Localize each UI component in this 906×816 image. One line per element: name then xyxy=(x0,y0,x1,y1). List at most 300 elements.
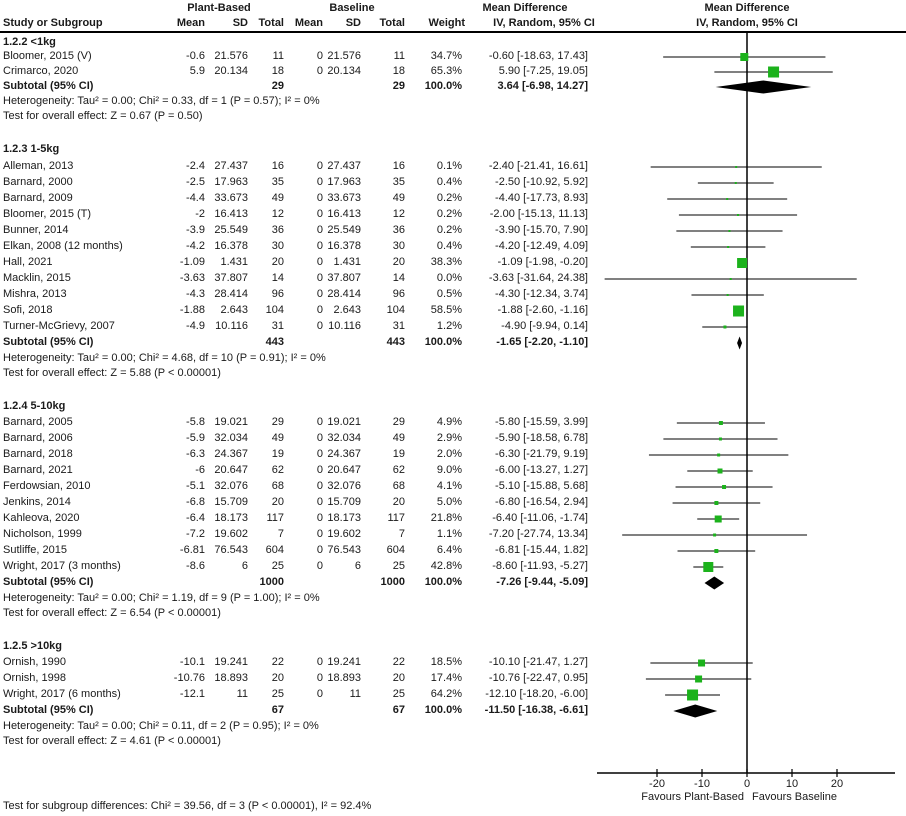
sd-2-cell: 25.549 xyxy=(327,224,361,236)
subgroup-label: 1.2.3 1-5kg xyxy=(3,143,60,155)
header-baseline: Baseline xyxy=(329,2,375,14)
ci-text-cell: -7.20 [-27.74, 13.34] xyxy=(488,528,588,540)
overall-effect-text: Test for overall effect: Z = 0.67 (P = 0.50) xyxy=(3,110,203,122)
sd-1-cell: 19.602 xyxy=(214,528,248,540)
sd-1-cell: 19.241 xyxy=(214,656,248,668)
sd-2-cell: 2.643 xyxy=(333,304,361,316)
total-2-cell: 49 xyxy=(392,192,405,204)
mean-2-cell: 0 xyxy=(316,448,323,460)
sd-2-cell: 20.134 xyxy=(327,65,361,77)
sd-2-cell: 28.414 xyxy=(327,288,361,300)
effect-square xyxy=(687,690,698,701)
ci-text-cell: -12.10 [-18.20, -6.00] xyxy=(485,688,588,700)
ci-text-cell: -6.30 [-21.79, 9.19] xyxy=(495,448,588,460)
sd-2-cell: 19.602 xyxy=(327,528,361,540)
header-total-1: Total xyxy=(258,17,284,29)
header-rule xyxy=(0,31,906,33)
sd-1-cell: 27.437 xyxy=(214,160,248,172)
total-2-cell: 20 xyxy=(392,672,405,684)
mean-1-cell: -5.8 xyxy=(186,416,205,428)
sd-1-cell: 15.709 xyxy=(214,496,248,508)
ci-text-cell: -8.60 [-11.93, -5.27] xyxy=(492,560,588,572)
effect-square xyxy=(714,549,718,553)
subtotal-weight: 100.0% xyxy=(424,336,462,348)
mean-2-cell: 0 xyxy=(316,464,323,476)
weight-cell: 0.4% xyxy=(436,240,462,252)
ci-text-cell: -3.90 [-15.70, 7.90] xyxy=(495,224,588,236)
axis-tick-label: -20 xyxy=(649,778,665,790)
total-1-cell: 25 xyxy=(271,688,284,700)
heterogeneity-text: Heterogeneity: Tau² = 0.00; Chi² = 0.11, df = 2 (P = 0.95); I² = 0% xyxy=(3,720,319,732)
total-2-cell: 96 xyxy=(392,288,405,300)
mean-2-cell: 0 xyxy=(316,272,323,284)
study-name: Nicholson, 1999 xyxy=(3,528,82,540)
subtotal-total-2: 67 xyxy=(392,704,405,716)
study-name: Elkan, 2008 (12 months) xyxy=(3,240,123,252)
ci-text-cell: -2.40 [-21.41, 16.61] xyxy=(488,160,588,172)
total-1-cell: 68 xyxy=(271,480,284,492)
effect-square xyxy=(717,454,720,457)
weight-cell: 0.5% xyxy=(436,288,462,300)
weight-cell: 0.1% xyxy=(436,160,462,172)
total-1-cell: 104 xyxy=(265,304,284,316)
mean-1-cell: -0.6 xyxy=(186,50,205,62)
mean-1-cell: -6 xyxy=(195,464,205,476)
mean-1-cell: -6.81 xyxy=(179,544,205,556)
axis-favours-right-label: Favours Baseline xyxy=(752,791,837,803)
subtotal-diamond xyxy=(737,337,742,350)
mean-1-cell: -7.2 xyxy=(186,528,205,540)
sd-2-cell: 15.709 xyxy=(327,496,361,508)
effect-square xyxy=(713,534,716,537)
subtotal-diamond xyxy=(716,81,812,94)
mean-2-cell: 0 xyxy=(316,288,323,300)
effect-square xyxy=(737,214,739,216)
axis-tick-label: 0 xyxy=(743,778,751,790)
sd-1-cell: 32.076 xyxy=(214,480,248,492)
weight-cell: 6.4% xyxy=(436,544,462,556)
mean-2-cell: 0 xyxy=(316,320,323,332)
effect-square xyxy=(727,294,729,296)
weight-cell: 0.4% xyxy=(436,176,462,188)
total-2-cell: 19 xyxy=(392,448,405,460)
header-plot-mean-difference: Mean Difference xyxy=(704,2,790,14)
total-2-cell: 29 xyxy=(392,416,405,428)
mean-2-cell: 0 xyxy=(316,560,323,572)
weight-cell: 2.9% xyxy=(436,432,462,444)
weight-cell: 18.5% xyxy=(430,656,462,668)
effect-square xyxy=(719,438,722,441)
total-2-cell: 604 xyxy=(386,544,405,556)
mean-2-cell: 0 xyxy=(316,544,323,556)
total-2-cell: 16 xyxy=(392,160,405,172)
sd-2-cell: 21.576 xyxy=(327,50,361,62)
sd-2-cell: 33.673 xyxy=(327,192,361,204)
study-name: Kahleova, 2020 xyxy=(3,512,80,524)
total-2-cell: 18 xyxy=(392,65,405,77)
heterogeneity-text: Heterogeneity: Tau² = 0.00; Chi² = 4.68, df = 10 (P = 0.91); I² = 0% xyxy=(3,352,326,364)
header-iv-random-ci: IV, Random, 95% CI xyxy=(493,17,595,29)
sd-1-cell: 28.414 xyxy=(214,288,248,300)
total-2-cell: 30 xyxy=(392,240,405,252)
mean-1-cell: -4.3 xyxy=(186,288,205,300)
subtotal-total-2: 1000 xyxy=(380,576,405,588)
study-name: Alleman, 2013 xyxy=(3,160,74,172)
mean-1-cell: -4.4 xyxy=(186,192,205,204)
subtotal-total-1: 1000 xyxy=(259,576,284,588)
study-name: Wright, 2017 (6 months) xyxy=(3,688,121,700)
overall-effect-text: Test for overall effect: Z = 6.54 (P < 0.00001) xyxy=(3,607,221,619)
subgroup-label: 1.2.4 5-10kg xyxy=(3,400,66,412)
mean-1-cell: -8.6 xyxy=(186,560,205,572)
ci-text-cell: -2.00 [-15.13, 11.13] xyxy=(489,208,588,220)
sd-1-cell: 10.116 xyxy=(215,320,248,332)
header-mean-1: Mean xyxy=(176,17,205,29)
axis-tick-label: 10 xyxy=(785,778,799,790)
mean-1-cell: -6.4 xyxy=(186,512,205,524)
total-2-cell: 20 xyxy=(392,256,405,268)
sd-2-cell: 32.076 xyxy=(327,480,361,492)
sd-1-cell: 37.807 xyxy=(214,272,248,284)
weight-cell: 9.0% xyxy=(436,464,462,476)
mean-1-cell: -1.09 xyxy=(179,256,205,268)
total-1-cell: 604 xyxy=(265,544,284,556)
sd-1-cell: 19.021 xyxy=(214,416,248,428)
effect-square xyxy=(730,278,732,280)
weight-cell: 0.2% xyxy=(436,192,462,204)
ci-text-cell: -1.09 [-1.98, -0.20] xyxy=(497,256,588,268)
mean-1-cell: -2.5 xyxy=(186,176,205,188)
sd-1-cell: 32.034 xyxy=(214,432,248,444)
subtotal-total-2: 29 xyxy=(392,80,405,92)
effect-square xyxy=(695,676,702,683)
total-1-cell: 22 xyxy=(271,656,284,668)
header-plot-iv-random-ci: IV, Random, 95% CI xyxy=(696,17,798,29)
subtotal-total-1: 67 xyxy=(271,704,284,716)
weight-cell: 0.2% xyxy=(436,224,462,236)
total-2-cell: 20 xyxy=(392,496,405,508)
sd-2-cell: 76.543 xyxy=(327,544,361,556)
study-name: Macklin, 2015 xyxy=(3,272,71,284)
overall-effect-text: Test for overall effect: Z = 4.61 (P < 0.00001) xyxy=(3,735,221,747)
sd-1-cell: 20.647 xyxy=(214,464,248,476)
sd-1-cell: 6 xyxy=(241,560,248,572)
effect-square xyxy=(722,485,726,489)
effect-square xyxy=(768,67,779,78)
subtotal-total-1: 443 xyxy=(265,336,284,348)
study-name: Barnard, 2006 xyxy=(3,432,73,444)
total-1-cell: 29 xyxy=(271,416,284,428)
mean-1-cell: -6.8 xyxy=(186,496,205,508)
subtotal-diamond xyxy=(705,577,725,590)
mean-2-cell: 0 xyxy=(316,688,323,700)
mean-2-cell: 0 xyxy=(316,496,323,508)
mean-1-cell: 5.9 xyxy=(189,65,205,77)
effect-square xyxy=(735,166,737,168)
effect-square xyxy=(715,516,722,523)
weight-cell: 42.8% xyxy=(430,560,462,572)
subtotal-total-1: 29 xyxy=(271,80,284,92)
sd-1-cell: 1.431 xyxy=(220,256,248,268)
subtotal-ci-text: -7.26 [-9.44, -5.09] xyxy=(496,576,588,588)
weight-cell: 34.7% xyxy=(430,50,462,62)
ci-text-cell: -4.90 [-9.94, 0.14] xyxy=(501,320,588,332)
sd-2-cell: 16.413 xyxy=(327,208,361,220)
subgroup-label: 1.2.5 >10kg xyxy=(3,640,63,652)
mean-2-cell: 0 xyxy=(316,65,323,77)
total-1-cell: 12 xyxy=(271,208,284,220)
subgroup-label: 1.2.2 <1kg xyxy=(3,36,56,48)
effect-square xyxy=(698,660,705,667)
mean-1-cell: -5.9 xyxy=(186,432,205,444)
weight-cell: 0.0% xyxy=(436,272,462,284)
ci-text-cell: -5.80 [-15.59, 3.99] xyxy=(495,416,588,428)
mean-2-cell: 0 xyxy=(316,224,323,236)
sd-1-cell: 2.643 xyxy=(220,304,248,316)
mean-1-cell: -6.3 xyxy=(186,448,205,460)
total-1-cell: 7 xyxy=(277,528,284,540)
sd-2-cell: 37.807 xyxy=(327,272,361,284)
mean-2-cell: 0 xyxy=(316,176,323,188)
study-name: Sofi, 2018 xyxy=(3,304,53,316)
weight-cell: 21.8% xyxy=(430,512,462,524)
total-2-cell: 49 xyxy=(392,432,405,444)
total-2-cell: 62 xyxy=(392,464,405,476)
sd-2-cell: 18.893 xyxy=(327,672,361,684)
total-1-cell: 20 xyxy=(271,496,284,508)
total-2-cell: 104 xyxy=(386,304,405,316)
sd-2-cell: 27.437 xyxy=(327,160,361,172)
total-1-cell: 35 xyxy=(271,176,284,188)
effect-square xyxy=(735,182,737,184)
mean-2-cell: 0 xyxy=(316,160,323,172)
mean-1-cell: -12.1 xyxy=(179,688,205,700)
axis-tick-label: 20 xyxy=(830,778,844,790)
sd-1-cell: 18.893 xyxy=(214,672,248,684)
sd-2-cell: 1.431 xyxy=(333,256,361,268)
total-2-cell: 68 xyxy=(392,480,405,492)
subtotal-weight: 100.0% xyxy=(424,576,462,588)
total-2-cell: 35 xyxy=(392,176,405,188)
total-2-cell: 14 xyxy=(392,272,405,284)
subtotal-diamond xyxy=(673,705,717,718)
total-2-cell: 22 xyxy=(392,656,405,668)
subtotal-label: Subtotal (95% CI) xyxy=(3,576,94,588)
sd-2-cell: 32.034 xyxy=(327,432,361,444)
total-2-cell: 25 xyxy=(392,688,405,700)
mean-1-cell: -3.63 xyxy=(179,272,205,284)
header-sd-2: SD xyxy=(345,17,361,29)
mean-2-cell: 0 xyxy=(316,512,323,524)
sd-1-cell: 11 xyxy=(236,688,248,700)
sd-2-cell: 18.173 xyxy=(327,512,361,524)
subtotal-ci-text: -1.65 [-2.20, -1.10] xyxy=(496,336,588,348)
study-name: Hall, 2021 xyxy=(3,256,53,268)
study-name: Bloomer, 2015 (V) xyxy=(3,50,92,62)
mean-1-cell: -10.1 xyxy=(179,656,205,668)
total-1-cell: 16 xyxy=(271,160,284,172)
ci-text-cell: -6.80 [-16.54, 2.94] xyxy=(495,496,588,508)
weight-cell: 5.0% xyxy=(436,496,462,508)
sd-2-cell: 20.647 xyxy=(327,464,361,476)
mean-2-cell: 0 xyxy=(316,208,323,220)
total-1-cell: 11 xyxy=(272,50,284,62)
ci-text-cell: -5.10 [-15.88, 5.68] xyxy=(495,480,588,492)
study-name: Jenkins, 2014 xyxy=(3,496,71,508)
sd-1-cell: 24.367 xyxy=(214,448,248,460)
total-1-cell: 62 xyxy=(271,464,284,476)
mean-2-cell: 0 xyxy=(316,192,323,204)
study-name: Mishra, 2013 xyxy=(3,288,67,300)
ci-text-cell: -6.40 [-11.06, -1.74] xyxy=(492,512,588,524)
ci-text-cell: -4.40 [-17.73, 8.93] xyxy=(495,192,588,204)
total-2-cell: 117 xyxy=(387,512,405,524)
subtotal-weight: 100.0% xyxy=(424,80,462,92)
mean-2-cell: 0 xyxy=(316,432,323,444)
study-name: Bloomer, 2015 (T) xyxy=(3,208,92,220)
mean-2-cell: 0 xyxy=(316,304,323,316)
ci-text-cell: -2.50 [-10.92, 5.92] xyxy=(495,176,588,188)
study-name: Ornish, 1998 xyxy=(3,672,66,684)
ci-text-cell: -6.00 [-13.27, 1.27] xyxy=(495,464,588,476)
mean-1-cell: -5.1 xyxy=(186,480,205,492)
sd-2-cell: 24.367 xyxy=(327,448,361,460)
total-1-cell: 31 xyxy=(271,320,284,332)
weight-cell: 0.2% xyxy=(436,208,462,220)
subtotal-ci-text: 3.64 [-6.98, 14.27] xyxy=(497,80,588,92)
sd-2-cell: 19.241 xyxy=(327,656,361,668)
effect-square xyxy=(719,421,723,425)
sd-1-cell: 33.673 xyxy=(214,192,248,204)
heterogeneity-text: Heterogeneity: Tau² = 0.00; Chi² = 1.19, df = 9 (P = 1.00); I² = 0% xyxy=(3,592,320,604)
effect-square xyxy=(718,469,723,474)
ci-text-cell: -3.63 [-31.64, 24.38] xyxy=(488,272,588,284)
total-2-cell: 31 xyxy=(392,320,405,332)
sd-1-cell: 25.549 xyxy=(214,224,248,236)
total-1-cell: 19 xyxy=(271,448,284,460)
header-total-2: Total xyxy=(379,17,405,29)
study-name: Ferdowsian, 2010 xyxy=(3,480,91,492)
study-name: Ornish, 1990 xyxy=(3,656,66,668)
sd-2-cell: 6 xyxy=(354,560,361,572)
study-name: Sutliffe, 2015 xyxy=(3,544,68,556)
subtotal-total-2: 443 xyxy=(386,336,405,348)
total-2-cell: 25 xyxy=(392,560,405,572)
effect-square xyxy=(714,501,718,505)
sd-2-cell: 16.378 xyxy=(327,240,361,252)
mean-1-cell: -4.9 xyxy=(186,320,205,332)
subtotal-weight: 100.0% xyxy=(424,704,462,716)
total-1-cell: 20 xyxy=(271,256,284,268)
weight-cell: 1.2% xyxy=(436,320,462,332)
study-name: Turner-McGrievy, 2007 xyxy=(3,320,115,332)
weight-cell: 58.5% xyxy=(430,304,462,316)
study-name: Barnard, 2009 xyxy=(3,192,73,204)
mean-1-cell: -3.9 xyxy=(186,224,205,236)
header-study-or-subgroup: Study or Subgroup xyxy=(3,17,103,29)
weight-cell: 65.3% xyxy=(430,65,462,77)
ci-text-cell: -4.30 [-12.34, 3.74] xyxy=(495,288,588,300)
header-weight: Weight xyxy=(428,17,465,29)
header-sd-1: SD xyxy=(232,17,248,29)
mean-1-cell: -4.2 xyxy=(186,240,205,252)
sd-2-cell: 19.021 xyxy=(327,416,361,428)
sd-1-cell: 16.378 xyxy=(214,240,248,252)
ci-text-cell: -10.76 [-22.47, 0.95] xyxy=(488,672,588,684)
overall-effect-text: Test for overall effect: Z = 5.88 (P < 0.00001) xyxy=(3,367,221,379)
axis-favours-left-label: Favours Plant-Based xyxy=(641,791,744,803)
weight-cell: 17.4% xyxy=(430,672,462,684)
effect-square xyxy=(703,562,713,572)
ci-text-cell: -10.10 [-21.47, 1.27] xyxy=(488,656,588,668)
ci-text-cell: -0.60 [-18.63, 17.43] xyxy=(488,50,588,62)
study-name: Crimarco, 2020 xyxy=(3,65,79,77)
total-2-cell: 12 xyxy=(392,208,405,220)
axis-tick-label: -10 xyxy=(694,778,710,790)
total-1-cell: 36 xyxy=(271,224,284,236)
mean-2-cell: 0 xyxy=(316,256,323,268)
total-1-cell: 20 xyxy=(271,672,284,684)
sd-2-cell: 17.963 xyxy=(327,176,361,188)
weight-cell: 4.9% xyxy=(436,416,462,428)
total-2-cell: 11 xyxy=(393,50,405,62)
study-name: Barnard, 2018 xyxy=(3,448,73,460)
effect-square xyxy=(728,230,730,232)
mean-1-cell: -2.4 xyxy=(186,160,205,172)
effect-square xyxy=(733,306,744,317)
mean-2-cell: 0 xyxy=(316,50,323,62)
subtotal-ci-text: -11.50 [-16.38, -6.61] xyxy=(484,704,588,716)
sd-1-cell: 20.134 xyxy=(214,65,248,77)
subtotal-label: Subtotal (95% CI) xyxy=(3,704,94,716)
effect-square xyxy=(726,198,728,200)
ci-text-cell: -4.20 [-12.49, 4.09] xyxy=(495,240,588,252)
mean-1-cell: -2 xyxy=(195,208,205,220)
mean-2-cell: 0 xyxy=(316,480,323,492)
total-2-cell: 7 xyxy=(398,528,405,540)
weight-cell: 4.1% xyxy=(436,480,462,492)
sd-1-cell: 21.576 xyxy=(214,50,248,62)
study-name: Barnard, 2000 xyxy=(3,176,73,188)
header-mean-difference: Mean Difference xyxy=(482,2,568,14)
heterogeneity-text: Heterogeneity: Tau² = 0.00; Chi² = 0.33, df = 1 (P = 0.57); I² = 0% xyxy=(3,95,320,107)
subtotal-label: Subtotal (95% CI) xyxy=(3,80,94,92)
study-name: Wright, 2017 (3 months) xyxy=(3,560,121,572)
ci-text-cell: -1.88 [-2.60, -1.16] xyxy=(497,304,588,316)
mean-1-cell: -10.76 xyxy=(173,672,205,684)
total-1-cell: 30 xyxy=(271,240,284,252)
total-1-cell: 117 xyxy=(266,512,284,524)
sd-1-cell: 17.963 xyxy=(214,176,248,188)
sd-1-cell: 18.173 xyxy=(214,512,248,524)
effect-square xyxy=(737,258,747,268)
mean-2-cell: 0 xyxy=(316,672,323,684)
header-mean-2: Mean xyxy=(294,17,323,29)
effect-square xyxy=(727,246,729,248)
header-plant-based: Plant-Based xyxy=(187,2,251,14)
total-1-cell: 14 xyxy=(271,272,284,284)
weight-cell: 38.3% xyxy=(430,256,462,268)
sd-1-cell: 16.413 xyxy=(214,208,248,220)
study-name: Barnard, 2021 xyxy=(3,464,73,476)
study-name: Barnard, 2005 xyxy=(3,416,73,428)
mean-2-cell: 0 xyxy=(316,240,323,252)
sd-2-cell: 11 xyxy=(349,688,361,700)
total-1-cell: 49 xyxy=(271,192,284,204)
mean-2-cell: 0 xyxy=(316,416,323,428)
sd-2-cell: 10.116 xyxy=(328,320,361,332)
subtotal-label: Subtotal (95% CI) xyxy=(3,336,94,348)
